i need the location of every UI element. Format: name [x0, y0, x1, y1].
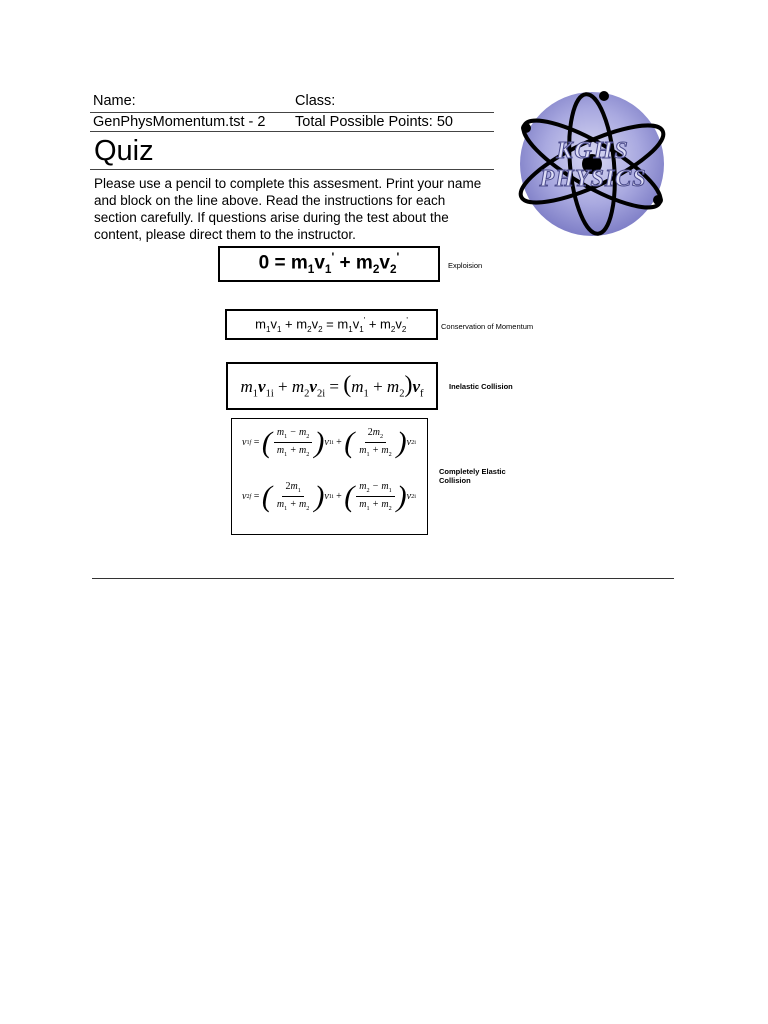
inelastic-label: Inelastic Collision: [449, 382, 513, 391]
total-points: Total Possible Points: 50: [295, 114, 453, 130]
explosion-label: Exploision: [448, 261, 483, 270]
header-divider-2: [90, 131, 494, 132]
elastic-label: Completely Elastic Collision: [439, 467, 506, 485]
logo-line-1: KGHS: [556, 138, 630, 164]
elastic-v2f: v 2 f = ( $\frac{2m_1}{m_1 + m_2}$ ) v 1i + ( $\frac{m_2 - m_1}{m_1 + m_2}$ ) v 2i: [242, 479, 416, 513]
logo-line-2: PHYSICS: [539, 166, 647, 192]
inelastic-equation: $m_1v_{1i} + m_2v_{2i} = (m_1 + m_2)v_f$: [226, 362, 438, 410]
test-id: GenPhysMomentum.tst - 2: [93, 114, 266, 130]
instructions-text: Please use a pencil to complete this assesment. Print your name and block on the line above. Read the instructions for each section carefully. If questions arise during the test about the content, please direct them to the instructor.: [94, 176, 482, 242]
elastic-v1f: v 1 f = ( $\frac{m_1 - m_2}{m_1 + m_2}$ ) v 1i + ( $\frac{2m_2}{m_1 + m_2}$ ) v 2i: [242, 425, 416, 459]
section-divider: [92, 578, 674, 579]
class-label: Class:: [295, 93, 336, 109]
elastic-equation: [231, 418, 428, 535]
kghs-physics-logo: [508, 90, 678, 242]
explosion-equation: $0 = m_1v_1' + m_2v_2'$: [218, 246, 440, 282]
conservation-equation: $m_1v_1 + m_2v_2 = m_1v_1' + m_2v_2'$: [225, 309, 438, 340]
conservation-label: Conservation of Momentum: [441, 322, 534, 331]
page-title: Quiz: [94, 135, 154, 167]
name-label: Name:: [93, 93, 136, 109]
header-divider-3: [90, 169, 494, 170]
